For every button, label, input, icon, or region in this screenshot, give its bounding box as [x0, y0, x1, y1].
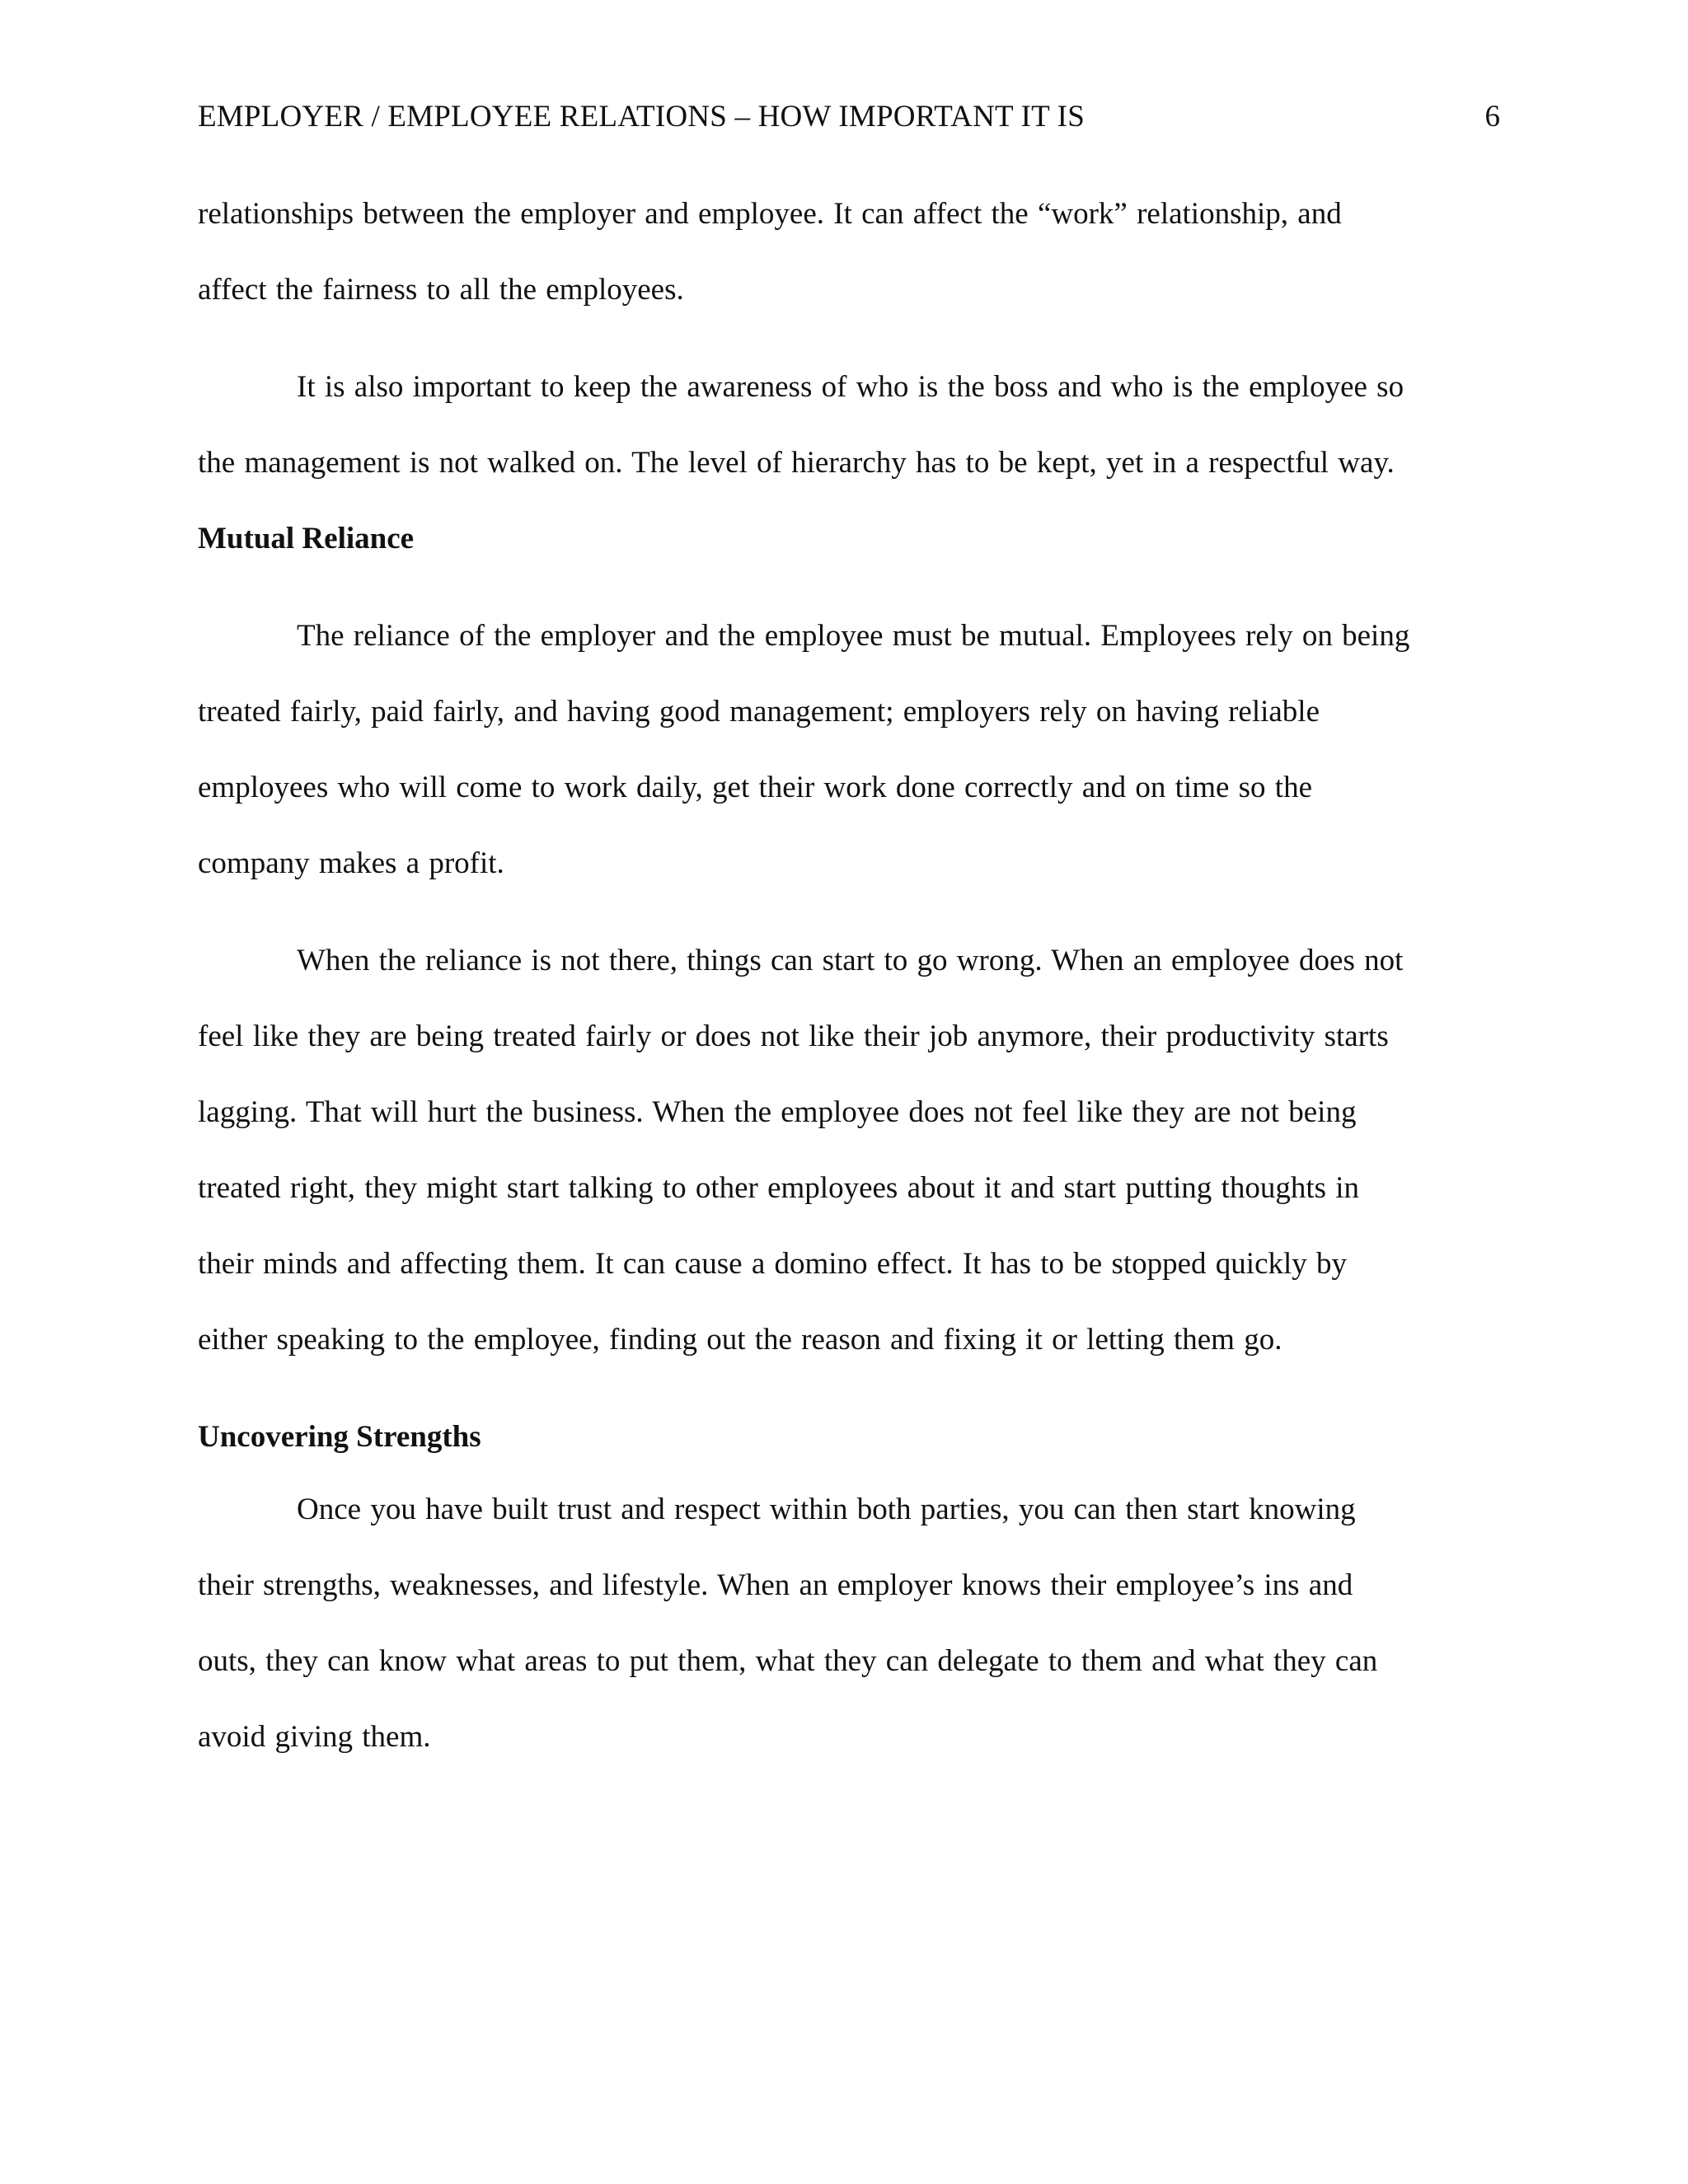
paragraph-2-line-2: the management is not walked on. The level of hierarchy has to be kept, yet in a respectful way.	[198, 446, 1395, 480]
paragraph-2-line-1: It is also important to keep the awareness of who is the boss and who is the employee so	[297, 370, 1404, 404]
running-head: EMPLOYER / EMPLOYEE RELATIONS – HOW IMPORTANT IT IS	[198, 100, 1085, 134]
paragraph-5-line-1: Once you have built trust and respect within both parties, you can then start knowing	[297, 1493, 1356, 1526]
paragraph-3-line-1: The reliance of the employer and the employee must be mutual. Employees rely on being	[297, 619, 1410, 653]
paragraph-3-line-2: treated fairly, paid fairly, and having good management; employers rely on having reliable	[198, 695, 1320, 729]
paragraph-5-line-2: their strengths, weaknesses, and lifestyle. When an employer knows their employee’s ins and	[198, 1568, 1353, 1602]
paragraph-4-line-2: feel like they are being treated fairly or does not like their job anymore, their productivity starts	[198, 1019, 1389, 1053]
paragraph-4-line-1: When the reliance is not there, things can start to go wrong. When an employee does not	[297, 944, 1404, 977]
paragraph-4-line-3: lagging. That will hurt the business. When the employee does not feel like they are not being	[198, 1095, 1357, 1129]
paragraph-4-line-6: either speaking to the employee, finding out the reason and fixing it or letting them go.	[198, 1323, 1282, 1357]
paragraph-3-line-4: company makes a profit.	[198, 846, 504, 880]
paragraph-1-line-2: affect the fairness to all the employees.	[198, 273, 684, 307]
section-heading-mutual-reliance: Mutual Reliance	[198, 522, 415, 555]
paragraph-4-line-4: treated right, they might start talking to other employees about it and start putting thoughts in	[198, 1171, 1360, 1205]
paragraph-4-line-5: their minds and affecting them. It can cause a domino effect. It has to be stopped quickly by	[198, 1247, 1348, 1281]
paragraph-5-line-3: outs, they can know what areas to put them, what they can delegate to them and what they can	[198, 1644, 1378, 1678]
paragraph-5-line-4: avoid giving them.	[198, 1720, 431, 1754]
page-number: 6	[1484, 100, 1500, 134]
paragraph-1-line-1: relationships between the employer and employee. It can affect the “work” relationship, and	[198, 197, 1342, 231]
section-heading-uncovering-strengths: Uncovering Strengths	[198, 1420, 481, 1454]
paragraph-3-line-3: employees who will come to work daily, get their work done correctly and on time so the	[198, 771, 1313, 804]
